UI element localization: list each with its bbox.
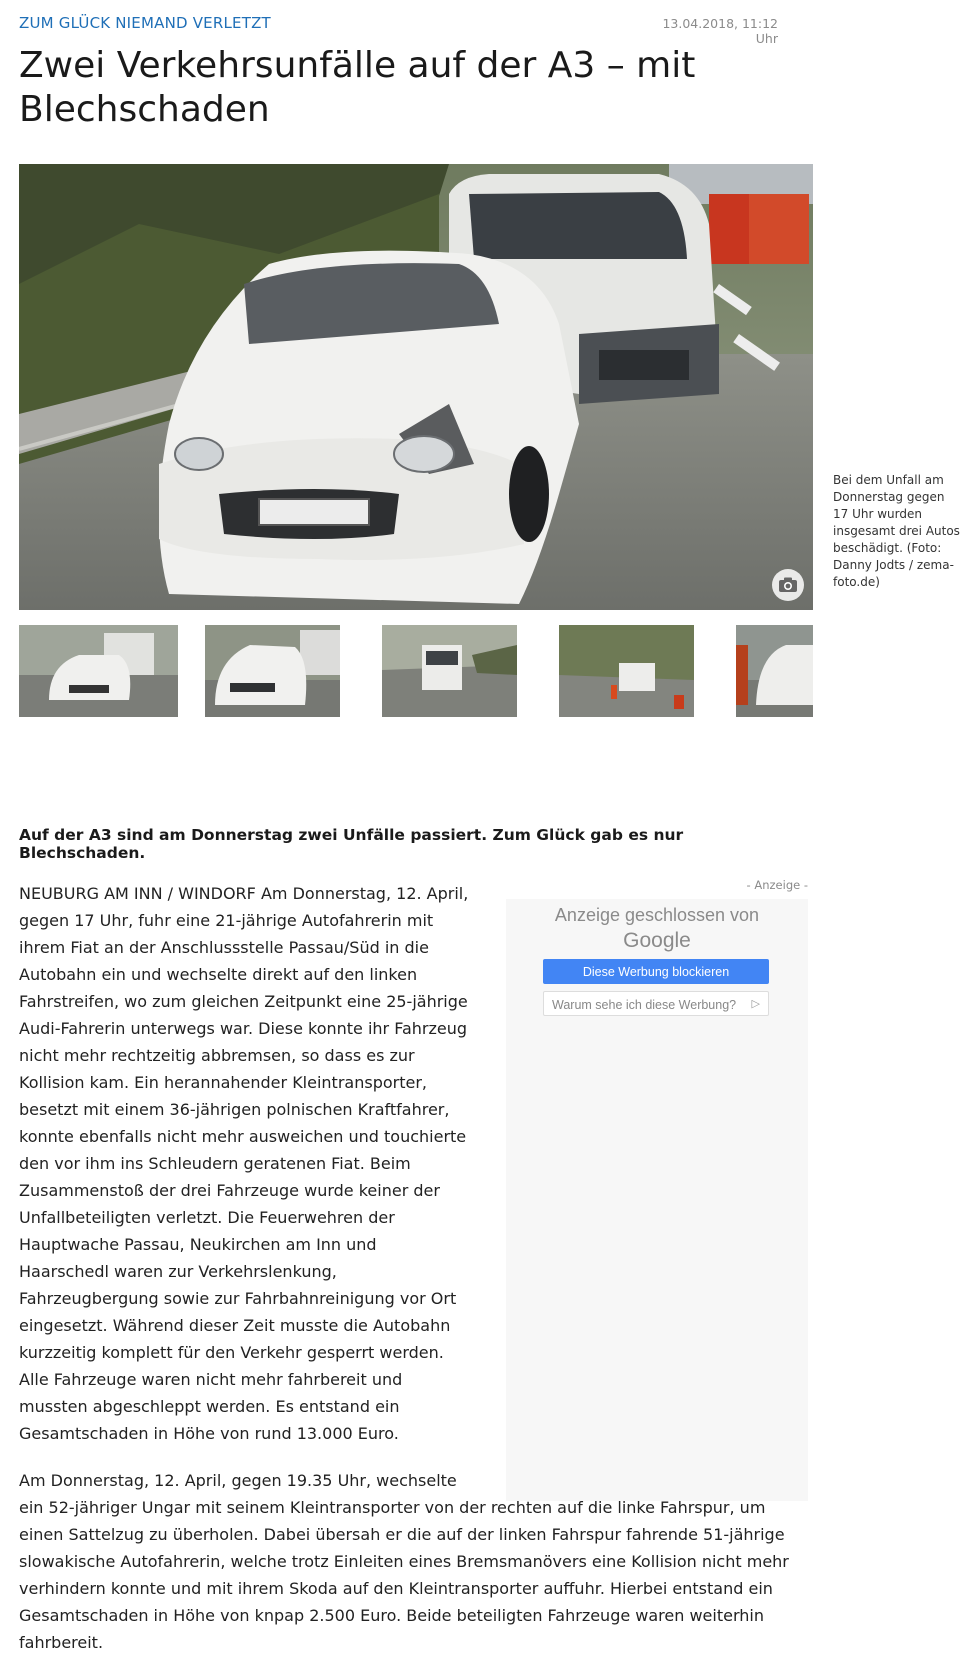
page-title: Zwei Verkehrsunfälle auf der A3 – mit Blechschaden <box>19 45 696 130</box>
thumbnail-strip <box>19 625 813 717</box>
image-caption: Bei dem Unfall am Donnerstag gegen 17 Uhr wurden insgesamt drei Autos beschädigt. (Foto: Danny Jodts / zema-foto.de) <box>833 473 960 589</box>
ad-label: - Anzeige - <box>746 878 808 892</box>
article-paragraph: NEUBURG AM INN / WINDORF Am Donnerstag, 12. April, gegen 17 Uhr, fuhr eine 21-jährige Autofahrerin mit ihrem Fiat an der Anschlussstelle Passau/Süd in die Autobahn ein und wechselte direkt auf den linken Fahrstreifen, wo zum gleichen Zeitpunkt eine 25-jährige Audi-Fahrerin unterwegs war. Diese konnte ihr Fahrzeug nicht mehr rechtzeitig abbremsen, so dass es zur Kollision kam. Ein herannahender Kleintransporter, besetzt mit einem 36-jährigen polnischen Kraftfahrer, konnte ebenfalls nicht mehr ausweichen und touchierte den vor ihm ins Schleudern geratenen Fiat. Beim Zusammenstoß der drei Fahrzeuge wurde keiner der Unfallbeteiligten verletzt. Die Feuerwehren der Hauptwache Passau, Neukirchen am Inn und Haarschedl waren zur Verkehrslenkung, Fahrzeugbergung sowie zur Fahrbahnreinigung vor Ort eingesetzt. Während dieser Zeit musste die Autobahn kurzzeitig komplett für den Verkehr gesperrt werden. Alle Fahrzeuge waren nicht mehr fahrbereit und mussten abgeschleppt werden. Es entstand ein Gesamtschaden in Höhe von rund 13.000 Euro. <box>19 884 469 1443</box>
block-ad-button[interactable]: Diese Werbung blockieren <box>543 959 769 984</box>
hero-image[interactable] <box>19 164 813 610</box>
article-paragraph: Am Donnerstag, 12. April, gegen 19.35 Uhr, wechselte ein 52-jähriger Ungar mit seinem Kleintransporter von der rechten auf die linke Fahrspur, um einen Sattelzug zu überholen. Dabei übersah er die auf der linken Fahrspur fahrende 51-jährige slowakische Autofahrerin, welche trotz Einleiten eines Bremsmanövers eine Kollision nicht mehr verhindern konnte und mit ihrem Skoda auf den Kleintransporter auffuhr. Hierbei entstand ein Gesamtschaden in Höhe von knpap 2.500 Euro. Beide beteiligten Fahrzeuge waren weiterhin fahrbereit. <box>19 1471 789 1652</box>
article-body <box>19 880 814 1676</box>
thumbnail[interactable] <box>736 625 813 717</box>
kicker: ZUM GLÜCK NIEMAND VERLETZT <box>19 14 271 32</box>
thumbnail[interactable] <box>205 625 340 717</box>
article-lead: Auf der A3 sind am Donnerstag zwei Unfälle passiert. Zum Glück gab es nur Blechschaden. <box>19 826 684 862</box>
publish-date: 13.04.2018, 11:12 Uhr <box>662 16 778 46</box>
google-logo: Google <box>623 929 691 952</box>
thumbnail[interactable] <box>382 625 517 717</box>
why-ad-label: Warum sehe ich diese Werbung? <box>552 998 737 1012</box>
ad-spacer <box>494 880 814 1490</box>
thumbnail[interactable] <box>19 625 178 717</box>
ad-closed-text: Anzeige geschlossen von <box>554 905 760 925</box>
camera-icon[interactable] <box>772 569 804 601</box>
thumbnail[interactable] <box>559 625 694 717</box>
play-icon: ▷ <box>751 998 760 1010</box>
